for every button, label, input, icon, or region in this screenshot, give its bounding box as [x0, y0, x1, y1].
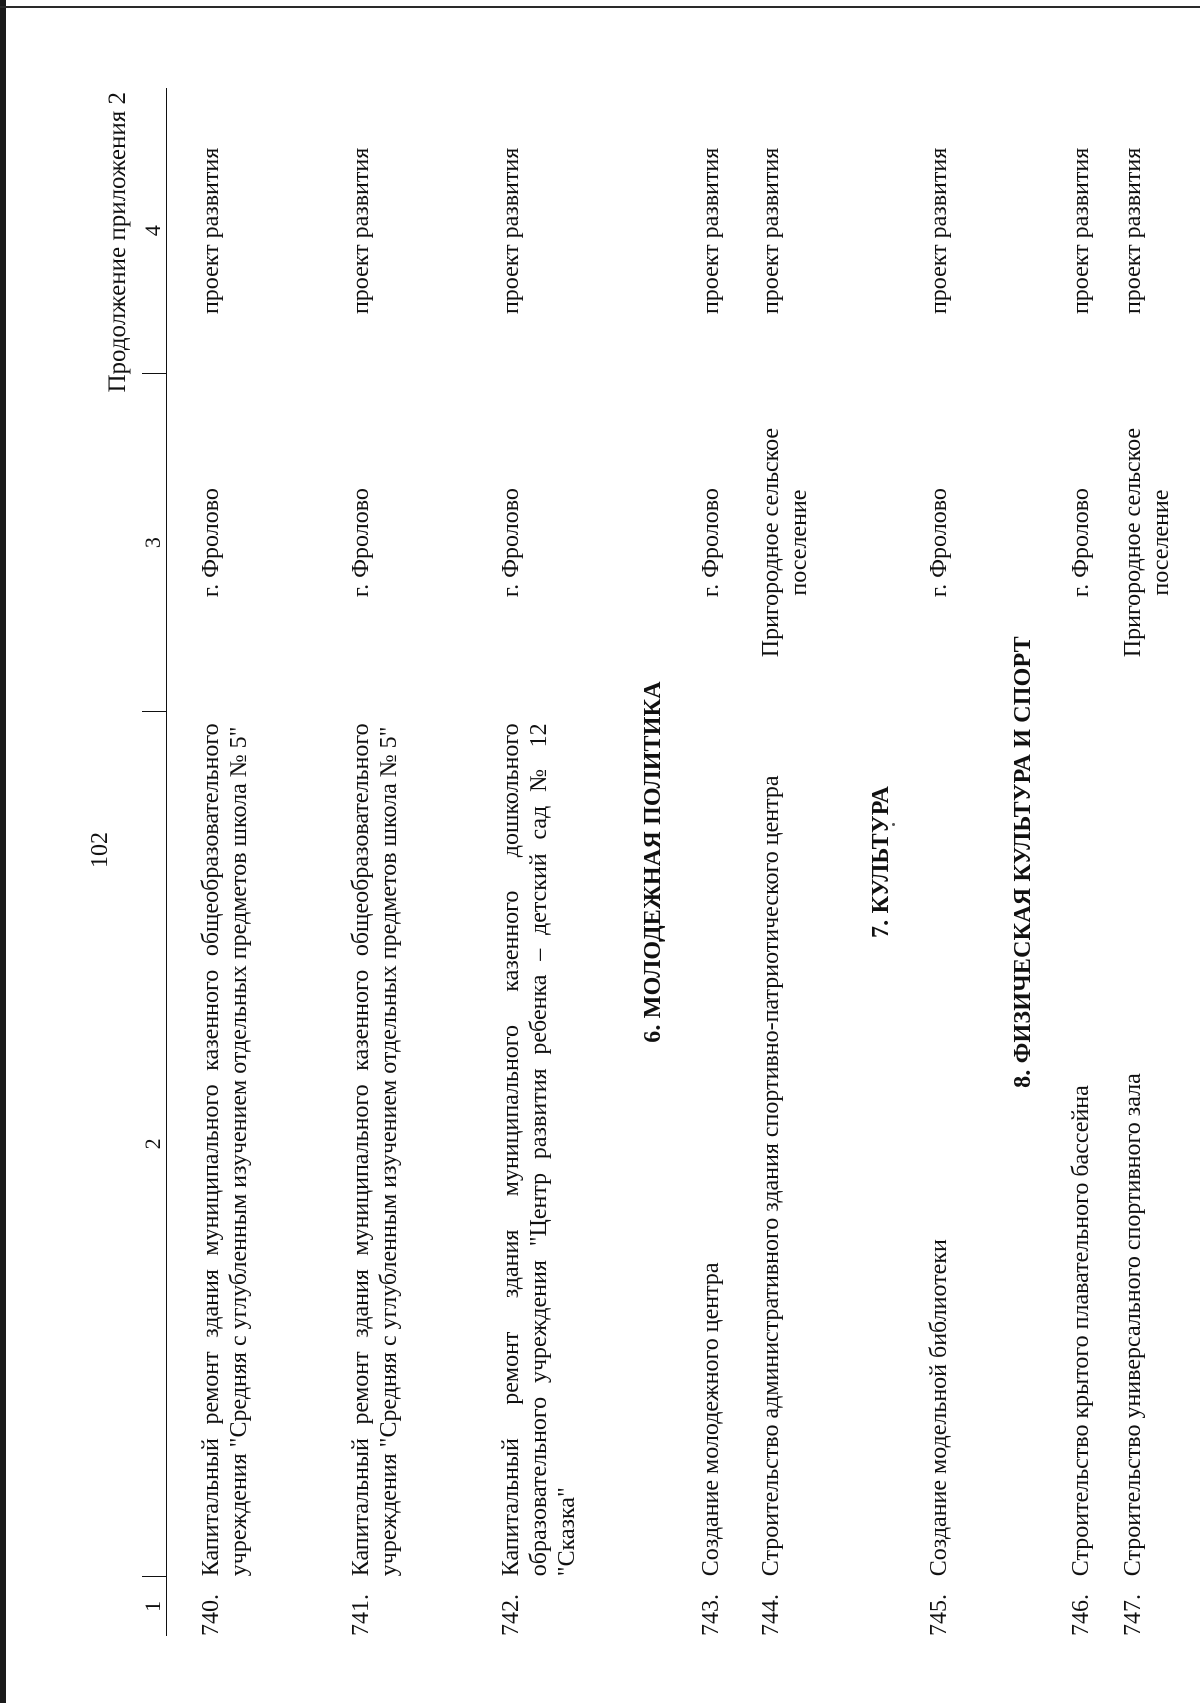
project-location: г. Фролово [198, 488, 224, 598]
row-number: 743. [698, 1594, 724, 1636]
table-row [667, 88, 745, 1636]
project-status: проект развития [348, 147, 374, 315]
project-name: Создание молодежного центра [698, 1262, 724, 1577]
project-location: г. Фролово [926, 488, 952, 598]
row-number: 742. [498, 1594, 524, 1636]
column-header-3: 3 [142, 374, 167, 712]
project-status: проект развития [758, 147, 784, 315]
row-number: 741. [348, 1594, 374, 1636]
continuation-title: Продолжение приложения 2 [104, 92, 131, 393]
section-title-sport: 8. ФИЗИЧЕСКАЯ КУЛЬТУРА И СПОРТ [1010, 636, 1036, 1088]
section-heading-row [845, 88, 895, 1636]
row-number: 740. [198, 1594, 224, 1636]
column-number-row [142, 88, 167, 1636]
row-number: 744. [758, 1594, 784, 1636]
row-number: 747. [1120, 1594, 1146, 1636]
project-name: Капитальный ремонт здания муниципального казенного общеобразовательного учреждения "Средняя с углубленным изучением отдельных предметов школа № 5" [348, 723, 402, 1577]
section-title-youth-policy: 6. МОЛОДЕЖНАЯ ПОЛИТИКА [640, 681, 666, 1043]
project-name: Строительство универсального спортивного зала [1120, 1073, 1146, 1577]
page-number: 102 [87, 832, 113, 868]
row-number: 745. [926, 1594, 952, 1636]
table-row [1107, 88, 1179, 1636]
section-heading-row [987, 88, 1037, 1636]
project-name: Капитальный ремонт здания муниципального казенного общеобразовательного учреждения "Средняя с углубленным изучением отдельных предметов школа № 5" [198, 723, 252, 1577]
table-row [1037, 88, 1107, 1636]
project-location: г. Фролово [348, 488, 374, 598]
project-name: Строительство административного здания спортивно-патриотического центра [758, 775, 784, 1577]
project-location: г. Фролово [498, 488, 524, 598]
project-name: Создание модельной библиотеки [926, 1239, 952, 1577]
table-row [167, 88, 318, 1636]
column-header-4: 4 [142, 88, 167, 374]
rotated-page [100, 50, 1174, 1640]
projects-table [142, 88, 1179, 1636]
project-name: Капитальный ремонт здания муниципального казенного дошкольного образовательного учреждения "Центр развития ребенка – детский сад № 12 "Сказка" [498, 723, 580, 1577]
project-status: проект развития [1120, 147, 1146, 315]
section-title-culture: 7. КУЛЬТУРА [868, 785, 894, 939]
project-location: Пригородное сельское поселение [1120, 427, 1174, 658]
table-row [745, 88, 845, 1636]
project-status: проект развития [698, 147, 724, 315]
table-row [895, 88, 987, 1636]
scan-edge [0, 0, 6, 1703]
section-heading-row [617, 88, 667, 1636]
column-header-2: 2 [142, 711, 167, 1576]
scan-top-line [0, 6, 1200, 8]
project-status: проект развития [198, 147, 224, 315]
table-row [317, 88, 467, 1636]
project-location: г. Фролово [1068, 488, 1094, 598]
project-status: проект развития [1068, 147, 1094, 315]
row-number: 746. [1068, 1594, 1094, 1636]
table-row [467, 88, 617, 1636]
column-header-1: 1 [142, 1576, 167, 1636]
project-status: проект развития [498, 147, 524, 315]
project-status: проект развития [926, 147, 952, 315]
project-name: Строительство крытого плавательного бассейна [1068, 1085, 1094, 1577]
project-location: г. Фролово [698, 488, 724, 598]
project-location: Пригородное сельское поселение [758, 427, 812, 658]
